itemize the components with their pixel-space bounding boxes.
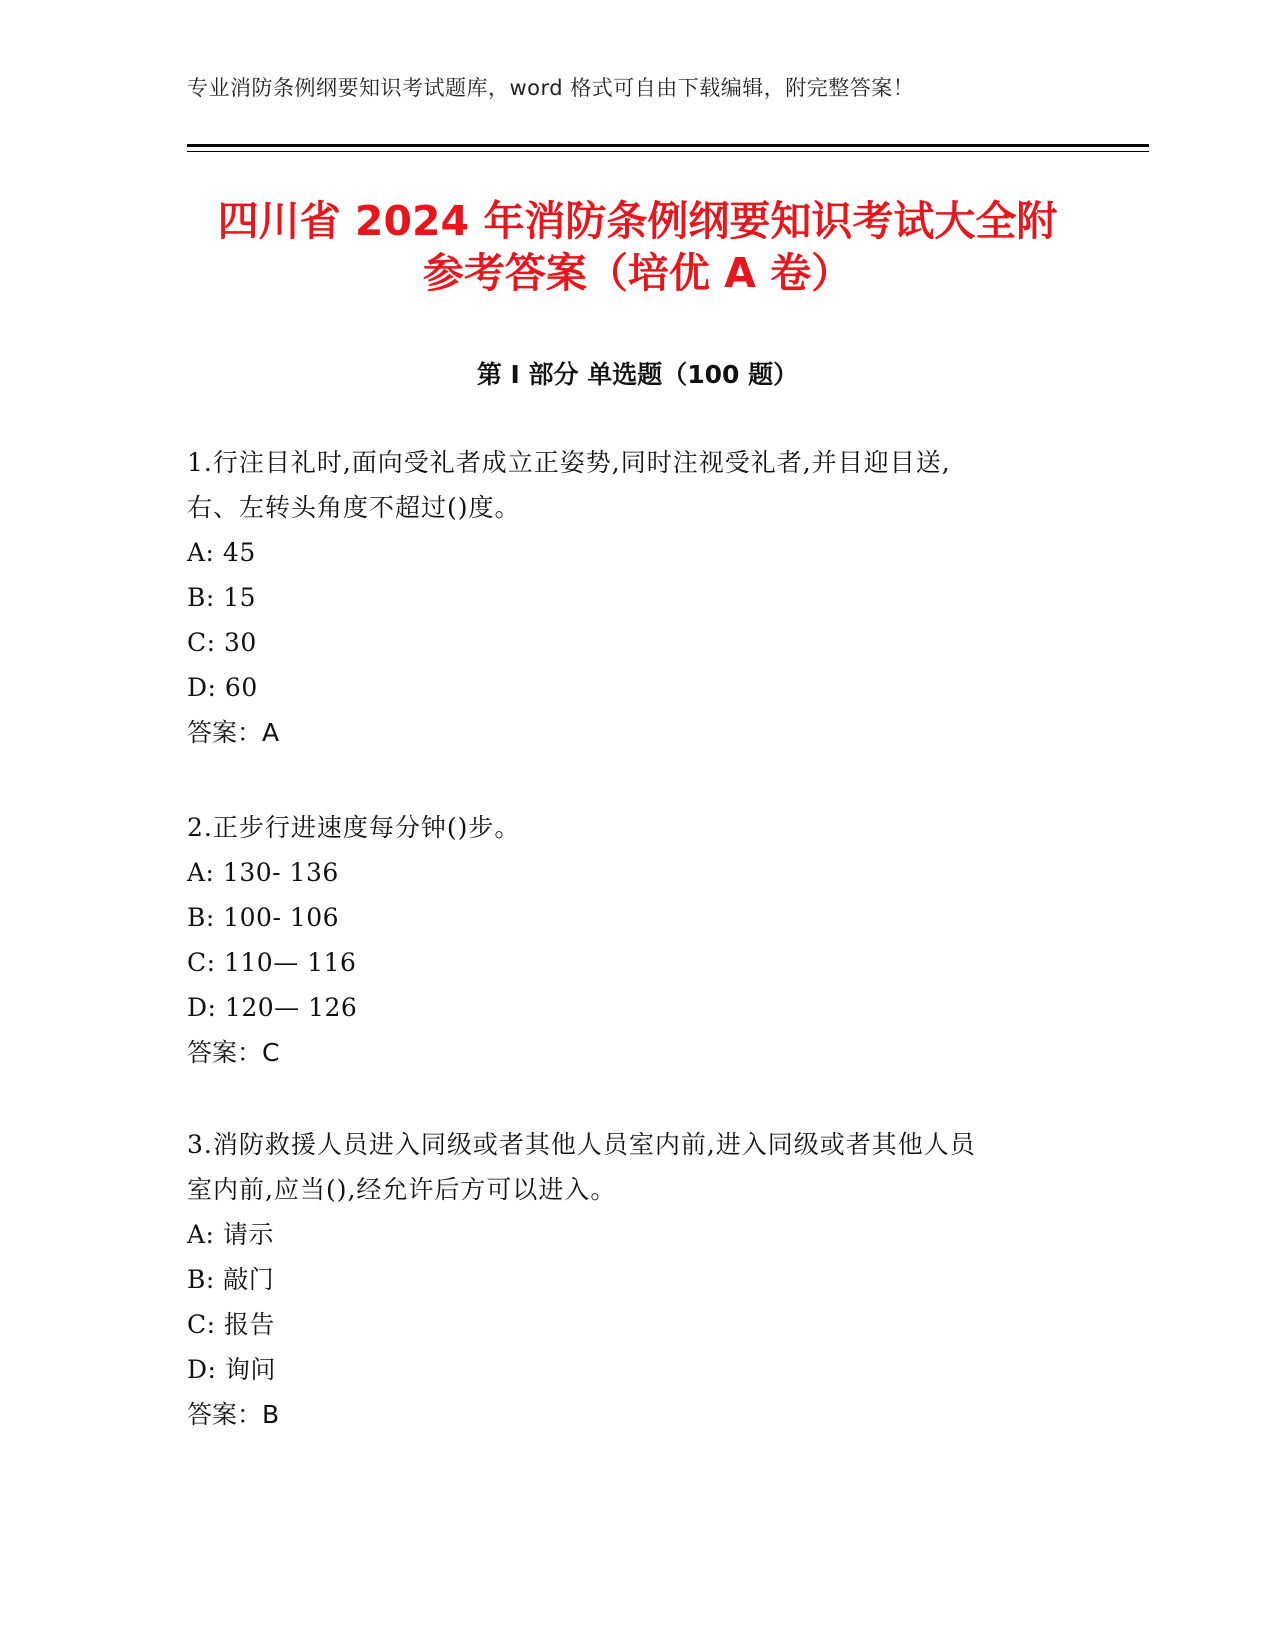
document-title-line-1: 四川省 2024 年消防条例纲要知识考试大全附 bbox=[217, 197, 1058, 245]
question-stem bbox=[187, 805, 1087, 850]
option-a: A: 130- 136 bbox=[187, 858, 339, 887]
header-divider-thin bbox=[187, 151, 1149, 152]
document-title bbox=[150, 195, 1125, 299]
question-stem bbox=[187, 440, 1087, 530]
question-2 bbox=[187, 805, 1087, 1075]
answer-key: 答案：A bbox=[187, 718, 280, 747]
question-stem-line-2: 室内前,应当(),经允许后方可以进入。 bbox=[187, 1175, 617, 1204]
answer-key: 答案：B bbox=[187, 1400, 280, 1429]
option-c: C: 报告 bbox=[187, 1310, 275, 1339]
question-stem-line-1: 3.消防救援人员进入同级或者其他人员室内前,进入同级或者其他人员 bbox=[187, 1130, 976, 1159]
question-3 bbox=[187, 1122, 1087, 1437]
option-b: B: 100- 106 bbox=[187, 903, 340, 932]
answer-key: 答案：C bbox=[187, 1038, 280, 1067]
option-a: A: 请示 bbox=[187, 1220, 274, 1249]
header-divider-thick bbox=[187, 144, 1149, 147]
question-stem bbox=[187, 1122, 1087, 1212]
option-c: C: 110— 116 bbox=[187, 948, 357, 977]
question-1 bbox=[187, 440, 1087, 755]
header-note: 专业消防条例纲要知识考试题库，word 格式可自由下载编辑，附完整答案！ bbox=[187, 76, 915, 100]
document-title-line-2: 参考答案（培优 A 卷） bbox=[422, 249, 853, 297]
question-stem-line-2: 右、左转头角度不超过()度。 bbox=[187, 493, 521, 522]
section-heading: 第 I 部分 单选题（100 题） bbox=[476, 360, 799, 389]
option-d: D: 120— 126 bbox=[187, 993, 358, 1022]
question-stem-line-1: 1.行注目礼时,面向受礼者成立正姿势,同时注视受礼者,并目迎目送, bbox=[187, 448, 951, 477]
option-a: A: 45 bbox=[187, 538, 256, 567]
option-d: D: 询问 bbox=[187, 1355, 276, 1384]
option-c: C: 30 bbox=[187, 628, 257, 657]
question-stem-line-1: 2.正步行进速度每分钟()步。 bbox=[187, 813, 521, 842]
option-b: B: 15 bbox=[187, 583, 257, 612]
option-d: D: 60 bbox=[187, 673, 258, 702]
option-b: B: 敲门 bbox=[187, 1265, 275, 1294]
